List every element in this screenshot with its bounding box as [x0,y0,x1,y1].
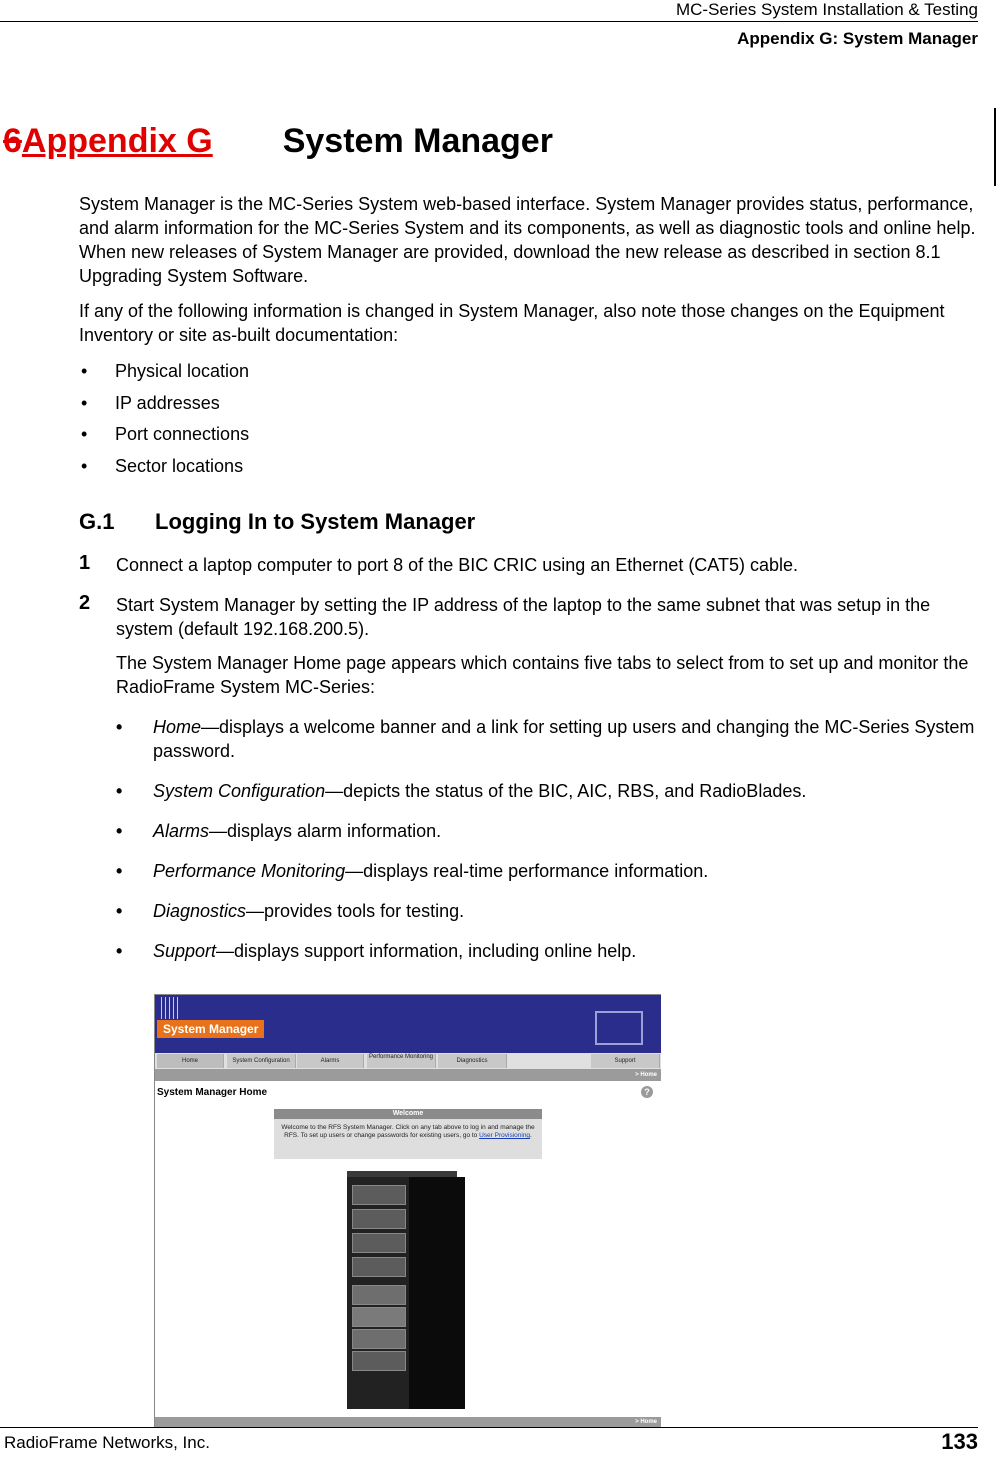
tab-performance-monitoring[interactable]: Performance Monitoring [367,1054,436,1068]
user-provisioning-link[interactable]: User Provisioning [479,1132,531,1139]
rack-unit [352,1233,406,1253]
change-bar [994,108,996,186]
header-rule [0,21,978,22]
section-title: Logging In to System Manager [155,509,476,534]
tab-description: • Home—displays a welcome banner and a link for setting up users and changing the MC-Series System password. [116,717,975,761]
breadcrumb-link[interactable]: > Home [635,1072,657,1078]
welcome-text: Welcome to the RFS System Manager. Click on any tab above to log in and manage the RFS. To set up users or change passwords for existing users, go to User Provisioning. [281,1124,535,1139]
rack-unit [352,1257,406,1277]
step-text: Connect a laptop computer to port 8 of the BIC CRIC using an Ethernet (CAT5) cable. [116,555,799,575]
tab-desc: —provides tools for testing. [246,901,465,921]
tab-description: • Support—displays support information, including online help. [116,941,637,961]
welcome-title: Welcome [274,1109,542,1119]
appendix-name: System Manager [282,122,553,160]
step-number: 1 [79,552,91,574]
bullet-text: Physical location [115,361,250,381]
rack-unit [352,1185,406,1205]
banner-stripes [161,997,181,1019]
breadcrumb [155,1069,661,1081]
sm-tab-bar [155,1053,661,1069]
tab-support[interactable]: Support [591,1054,660,1068]
tab-diagnostics[interactable]: Diagnostics [438,1054,507,1068]
tab-desc: —depicts the status of the BIC, AIC, RBS, and RadioBlades. [325,781,807,801]
tab-alarms[interactable]: Alarms [297,1054,364,1068]
bullet-item: • Physical location [81,361,250,381]
tab-desc: —displays a welcome banner and a link for setting up users and changing the MC-Series System password. [153,717,975,761]
appendix-label: Appendix G [21,122,213,160]
system-manager-screenshot [154,994,661,1428]
tab-name: System Configuration [153,781,326,801]
step-text: Start System Manager by setting the IP address of the laptop to the same subnet that was setup in the system (default 192.168.200.5). [116,595,931,639]
running-header-title: MC-Series System Installation & Testing [675,0,978,19]
page-title: System Manager Home [157,1087,268,1098]
tab-description: • Alarms—displays alarm information. [116,821,442,841]
welcome-box [274,1109,542,1159]
footer-breadcrumb-link[interactable]: > Home [635,1419,657,1425]
tab-name: Alarms [153,821,210,841]
note-paragraph: If any of the following information is changed in System Manager, also note those changes on the Equipment Inventory or site as-built documentation: [79,301,945,345]
footer-rule [0,1427,978,1428]
rack-unit [352,1209,406,1229]
page-number: 133 [941,1429,978,1454]
tab-description: • Performance Monitoring—displays real-time performance information. [116,861,709,881]
bullet-item: • IP addresses [81,393,220,413]
sm-logo: System Manager [157,1020,264,1038]
bullet-text: Port connections [115,424,250,444]
tab-description: • Diagnostics—provides tools for testing. [116,901,465,921]
step-number: 2 [79,592,91,614]
tab-desc: —displays alarm information. [209,821,442,841]
rack-unit [352,1351,406,1371]
section-number: G.1 [79,509,115,534]
rack-unit [352,1285,406,1305]
tab-system-configuration[interactable]: System Configuration [227,1054,296,1068]
rfs-logo-icon [595,1011,643,1045]
help-icon[interactable]: ? [641,1086,653,1098]
running-header-chapter: Appendix G: System Manager [737,29,978,48]
tab-name: Support [153,941,217,961]
appendix-title [3,122,553,161]
bullet-item: • Port connections [81,424,250,444]
rack-side [409,1177,465,1409]
tab-desc: —displays real-time performance information. [345,861,709,881]
intro-paragraph: System Manager is the MC-Series System web-based interface. System Manager provides status, performance, and alarm information for the MC-Series System and its components, as well as diagnostic tools and online help. When new releases of System Manager are provided, download the new release as described in section 8.1 Upgrading System Software. [79,194,976,286]
tab-name: Performance Monitoring [153,861,346,881]
bullet-item: • Sector locations [81,456,244,476]
tab-desc: —displays support information, including online help. [216,941,637,961]
rack-unit [352,1329,406,1349]
deleted-chapter-number: 6 [3,122,22,160]
tab-name: Diagnostics [153,901,247,921]
tab-home[interactable]: Home [157,1054,224,1068]
step-followup: The System Manager Home page appears which contains five tabs to select from to set up and monitor the RadioFrame System MC-Series: [116,653,969,697]
tab-description: • System Configuration—depicts the status of the BIC, AIC, RBS, and RadioBlades. [116,781,807,801]
footer-company: RadioFrame Networks, Inc. [4,1433,210,1452]
section-heading [79,509,475,535]
bullet-text: Sector locations [115,456,244,476]
tab-name: Home [153,717,202,737]
bullet-text: IP addresses [115,393,220,413]
rack-unit [352,1307,406,1327]
